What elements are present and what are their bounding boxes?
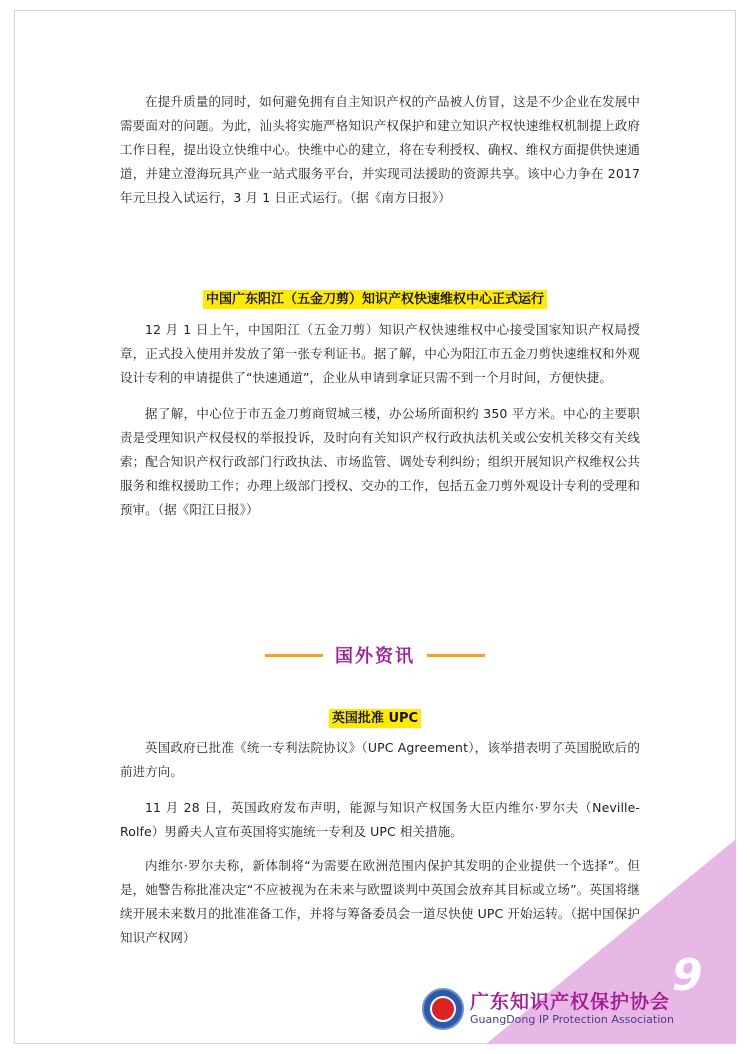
paragraph-uk-2: 11 月 28 日，英国政府发布声明，能源与知识产权国务大臣内维尔·罗尔夫（Neville-Rolfe）男爵夫人宣布英国将实施统一专利及 UPC 相关措施。 (120, 800, 640, 839)
section-header-text: 国外资讯 (335, 646, 415, 667)
paragraph-yangjiang-1: 12 月 1 日上午，中国阳江（五金刀剪）知识产权快速维权中心接受国家知识产权局授章，正式投入使用并发放了第一张专利证书。据了解，中心为阳江市五金刀剪快速维权和外观设计专利的申请提供了“快速通道”，企业从申请到拿证只需不到一个月时间，方便快捷。 (120, 322, 640, 385)
paragraph-yangjiang-2: 据了解，中心位于市五金刀剪商贸城三楼，办公场所面积约 350 平方米。中心的主要职责是受理知识产权侵权的举报投诉，及时向有关知识产权行政执法机关或公安机关移交有关线索；配合知识产权行政部门行政执法、市场监管、调处专利纠纷；组织开展知识产权维权公共服务和维权援助工作；办理上级部门授权、交办的工作，包括五金刀剪外观设计专利的受理和预审。（据《阳江日报》） (120, 406, 640, 517)
article-title-yangjiang-text: 中国广东阳江（五金刀剪）知识产权快速维权中心正式运行 (203, 290, 547, 309)
page-number: 9 (672, 950, 703, 1001)
association-logo-block (422, 988, 674, 1030)
association-name-en: GuangDong IP Protection Association (470, 1013, 674, 1026)
paragraph-uk-3: 内维尔·罗尔夫称，新体制将“为需要在欧洲范围内保护其发明的企业提供一个选择”。但是，她警告称批准决定“不应被视为在未来与欧盟谈判中英国会放弃其目标或立场”。英国将继续开展未来数月的批准准备工作，并将与筹备委员会一道尽快使 UPC 开始运转。（据中国保护知识产权网） (120, 858, 640, 945)
association-name-cn: 广东知识产权保护协会 (470, 991, 671, 1013)
paragraph-uk-1: 英国政府已批准《统一专利法院协议》（UPC Agreement），该举措表明了英国脱欧后的前进方向。 (120, 740, 640, 779)
section-line-left (265, 654, 323, 657)
paragraph-shantou: 在提升质量的同时，如何避免拥有自主知识产权的产品被人仿冒，这是不少企业在发展中需要面对的问题。为此，汕头将实施严格知识产权保护和建立知识产权快速维权机制提上政府工作日程，提出设立快维中心。快维中心的建立，将在专利授权、确权、维权方面提供快速通道，并建立澄海玩具产业一站式服务平台，并实现司法援助的资源共享。该中心力争在 2017 年元旦投入试运行，3 月 1 日正式运行。（据《南方日报》） (120, 94, 640, 205)
section-header-foreign-news (0, 640, 750, 670)
article-title-uk-upc (0, 707, 750, 726)
emblem-inner (430, 996, 456, 1022)
association-name (470, 991, 674, 1027)
article-title-yangjiang (0, 288, 750, 307)
association-emblem-icon (422, 988, 464, 1030)
section-line-right (427, 654, 485, 657)
article-title-uk-upc-text: 英国批准 UPC (329, 709, 421, 728)
